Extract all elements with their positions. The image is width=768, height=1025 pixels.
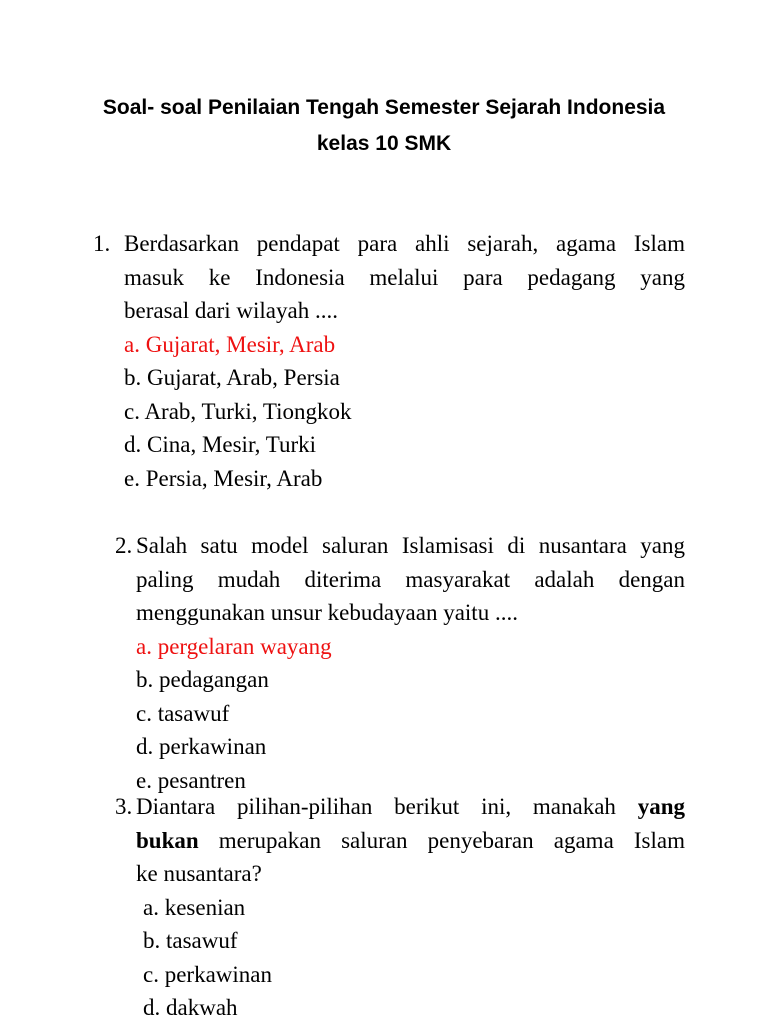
answer-option: e. pesantren	[136, 767, 246, 793]
answer-option: b. tasawuf	[143, 928, 238, 953]
question-emphasis: yang	[637, 794, 685, 819]
question-text-line: ke nusantara?	[136, 861, 262, 886]
question-2	[115, 529, 685, 799]
question-text-line: paling mudah diterima masyarakat adalah dengan	[136, 566, 685, 592]
question-text-line: Berdasarkan pendapat para ahli sejarah, agama Islam	[124, 231, 685, 256]
question-text-segment: Diantara pilihan-pilihan berikut ini, manakah	[136, 794, 616, 819]
answer-option: b. Gujarat, Arab, Persia	[124, 365, 340, 390]
answer-option-correct: a. pergelaran wayang	[136, 633, 332, 659]
question-text-line: menggunakan unsur kebudayaan yaitu ....	[136, 600, 518, 625]
question-text-line: masuk ke Indonesia melalui para pedagang yang	[124, 264, 685, 290]
question-number: 1.	[93, 231, 111, 256]
answer-option: c. tasawuf	[136, 700, 230, 726]
document-title-line-1: Soal- soal Penilaian Tengah Semester Sejarah Indonesia	[102, 96, 666, 119]
answer-option-correct: a. Gujarat, Mesir, Arab	[124, 331, 336, 357]
question-text-line	[136, 790, 685, 824]
answer-option: e. Persia, Mesir, Arab	[124, 465, 323, 491]
answer-option: b. pedagangan	[136, 667, 269, 692]
question-text-line: berasal dari wilayah ....	[124, 298, 338, 323]
question-text-segment: merupakan saluran penyebaran agama Islam	[218, 827, 685, 853]
document-title-line-2: kelas 10 SMK	[316, 132, 452, 155]
question-text-line	[136, 824, 685, 858]
answer-option: d. Cina, Mesir, Turki	[124, 432, 317, 457]
answer-option: c. Arab, Turki, Tiongkok	[124, 398, 352, 424]
question-emphasis: bukan	[136, 827, 199, 853]
answer-option: d. perkawinan	[136, 734, 267, 759]
question-number: 3.	[115, 794, 133, 819]
answer-option: c. perkawinan	[143, 961, 272, 987]
question-number: 2.	[115, 533, 133, 558]
answer-option: d. dakwah	[143, 995, 238, 1020]
question-text-line: Salah satu model saluran Islamisasi di nusantara yang	[136, 533, 685, 558]
question-1	[93, 227, 685, 497]
answer-option: a. kesenian	[143, 894, 246, 920]
question-3	[115, 790, 685, 1024]
